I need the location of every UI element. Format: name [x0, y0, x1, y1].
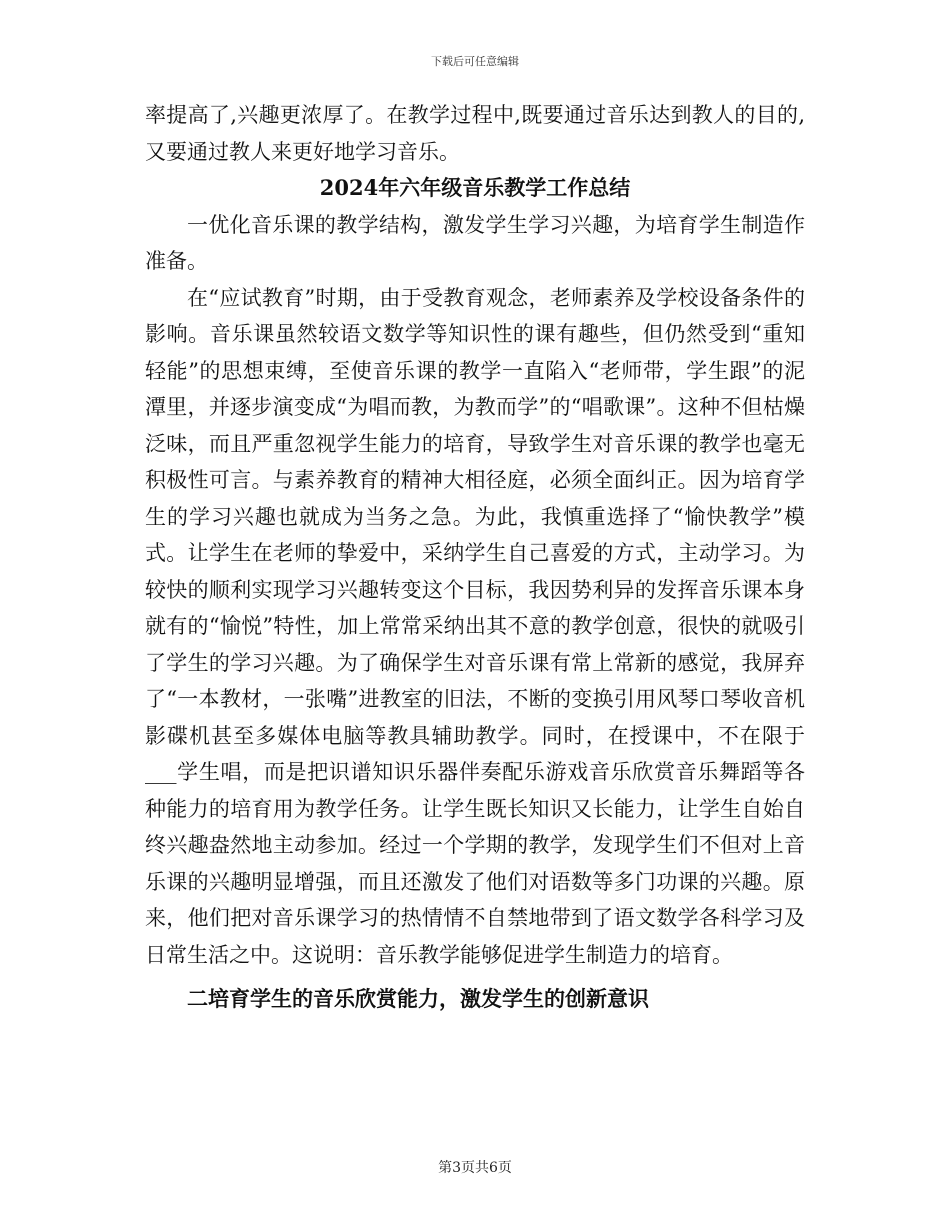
- document-body: [145, 97, 805, 1018]
- page-header: 下载后可任意编辑: [431, 55, 519, 68]
- paragraph-2: 在“应试教育”时期，由于受教育观念，老师素养及学校设备条件的影响。音乐课虽然较语文数学等知识性的课有趣些，但仍然受到“重知轻能”的思想束缚，至使音乐课的教学一直陷入“老师带，学生跟”的泥潭里，并逐步演变成“为唱而教，为教而学”的“唱歌课”。这种不但枯燥泛味，而且严重忽视学生能力的培育，导致学生对音乐课的教学也毫无积极性可言。与素养教育的精神大相径庭，必须全面纠正。因为培育学生的学习兴趣也就成为当务之急。为此，我慎重选择了“愉快教学”模式。让学生在老师的挚爱中，采纳学生自己喜爱的方式，主动学习。为较快的顺利实现学习兴趣转变这个目标，我因势利异的发挥音乐课本身就有的“愉悦”特性，加上常常采纳出其不意的教学创意，很快的就吸引了学生的学习兴趣。为了确保学生对音乐课有常上常新的感觉，我屏弃了“一本教材，一张嘴”进教室的旧法，不断的变换引用风琴口琴收音机影碟机甚至多媒体电脑等教具辅助教学。同时，在授课中，不在限于___学生唱，而是把识谱知识乐器伴奏配乐游戏音乐欣赏音乐舞蹈等各种能力的培育用为教学任务。让学生既长知识又长能力，让学生自始自终兴趣盎然地主动参加。经过一个学期的教学，发现学生们不但对上音乐课的兴趣明显增强，而且还激发了他们对语数等多门功课的兴趣。原来，他们把对音乐课学习的热情情不自禁地带到了语文数学各科学习及日常生活之中。这说明：音乐教学能够促进学生制造力的培育。: [145, 285, 805, 967]
- paragraph-continuation: 率提高了,兴趣更浓厚了。在教学过程中,既要通过音乐达到教人的目的,又要通过教人来更好地学习音乐。: [145, 103, 805, 164]
- subsection-heading: 二培育学生的音乐欣赏能力，激发学生的创新意识: [187, 987, 649, 1011]
- page-footer: 第3页共6页: [438, 1160, 512, 1176]
- section-title: 2024年六年级音乐教学工作总结: [319, 175, 631, 200]
- paragraph-1: 一优化音乐课的教学结构，激发学生学习兴趣，为培育学生制造作准备。: [145, 212, 805, 273]
